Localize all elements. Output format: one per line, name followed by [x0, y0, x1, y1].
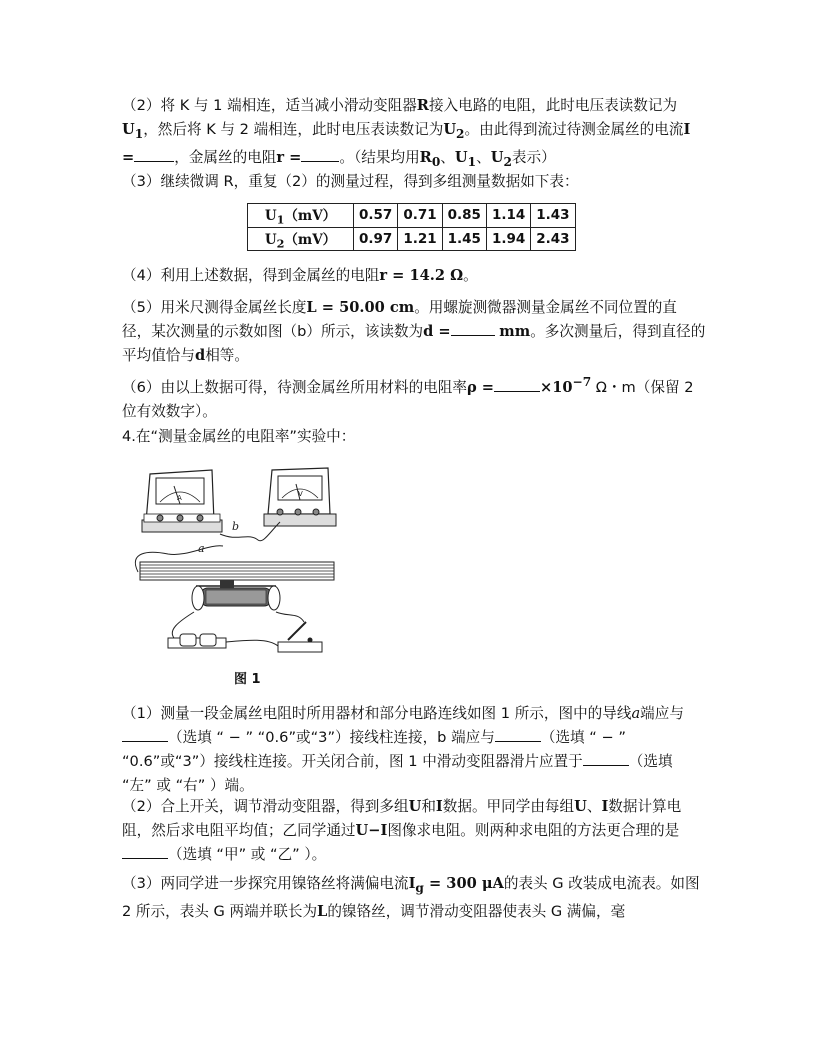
answer-blank-wire-a[interactable] [122, 727, 168, 742]
answer-blank-method[interactable] [122, 844, 168, 859]
answer-blank-resistance[interactable] [301, 147, 339, 162]
circuit-apparatus-figure [128, 462, 338, 662]
slide-rheostat [192, 580, 280, 610]
voltmeter-label: V [298, 490, 303, 498]
question-4-heading: 4.在“测量金属丝的电阻率”实验中： [122, 428, 356, 445]
measurement-table [247, 203, 576, 251]
table-row: $U_2(mV)$ 0.97 1.21 1.45 1.94 2.43 [248, 227, 576, 251]
ammeter [142, 470, 222, 532]
switch [278, 622, 322, 652]
answer-blank-slider[interactable] [583, 751, 629, 766]
answer-blank-resistivity[interactable] [494, 377, 540, 392]
wire-label-a: a [198, 542, 205, 555]
question-4-part-2: （2）合上开关，调节滑动变阻器，得到多组U和I数据。甲同学由每组U、I数据计算电阻，然后求电阻平均值；乙同学通过U−I图像求电阻。则两种求电阻的方法更合理的是（选填 “甲” 或 “乙” ）。 [122, 798, 682, 863]
answer-blank-wire-b[interactable] [495, 727, 541, 742]
table-row: $U_1(mV)$ 0.57 0.71 0.85 1.14 1.43 [248, 204, 576, 228]
question-part-3: （3）继续微调 R，重复（2）的测量过程，得到多组测量数据如下表： [122, 173, 579, 190]
symbol-u2: $U_2$ [443, 121, 465, 141]
symbol-u1: $U_1$ [122, 121, 144, 141]
question-4-part-1: （1）测量一段金属丝电阻时所用器材和部分电路连线如图 1 所示，图中的导线a端应与（选填 “ − ” “0.6”或“3”）接线柱连接，b 端应与 （选填 “ − ” “0.6”或“3”）接线柱连接。开关闭合前，图 1 中滑动变阻器滑片应置于 （选填 “左” 或 “右” ）端。 [122, 705, 684, 794]
question-part-2: （2）将 K 与 1 端相连，适当减小滑动变阻器R接入电路的电阻，此时电压表读数记为$U_1$，然后将 K 与 2 端相连，此时电压表读数记为$U_2$。由此得到流过待测金属丝的电流I = ，金属丝的电阻r = 。（结果均用$R_0$、$U_1$、$U_2$表示） [122, 97, 691, 169]
battery [168, 634, 226, 648]
metal-wire-board [140, 562, 334, 580]
question-part-5: （5）用米尺测得金属丝长度L = 50.00 cm。用螺旋测微器测量金属丝不同位置的直径，某次测量的示数如图（b）所示，该读数为d = mm。多次测量后，得到直径的平均值恰与d相等。 [122, 299, 706, 364]
answer-blank-diameter[interactable] [451, 321, 495, 336]
question-part-6: （6）由以上数据可得，待测金属丝所用材料的电阻率$\rho = \times 10^{-7}$ Ω・m（保留 2 位有效数字）。 [122, 375, 694, 420]
question-part-4: （4）利用上述数据，得到金属丝的电阻r = 14.2 Ω。 [122, 267, 478, 284]
answer-blank-current[interactable] [134, 147, 174, 162]
figure-caption: 图 1 [234, 672, 261, 687]
voltmeter [264, 468, 336, 526]
wire-label-b: b [232, 520, 240, 533]
question-4-part-3: （3）两同学进一步探究用镍铬丝将满偏电流$I_g = 300$ μA的表头 G 改装成电流表。如图 2 所示，表头 G 两端并联长为L的镍铬丝，调节滑动变阻器使表头 G 满偏，毫 [122, 875, 700, 920]
ammeter-label: A [177, 494, 182, 502]
symbol-r0: $R_0$ [419, 148, 441, 169]
